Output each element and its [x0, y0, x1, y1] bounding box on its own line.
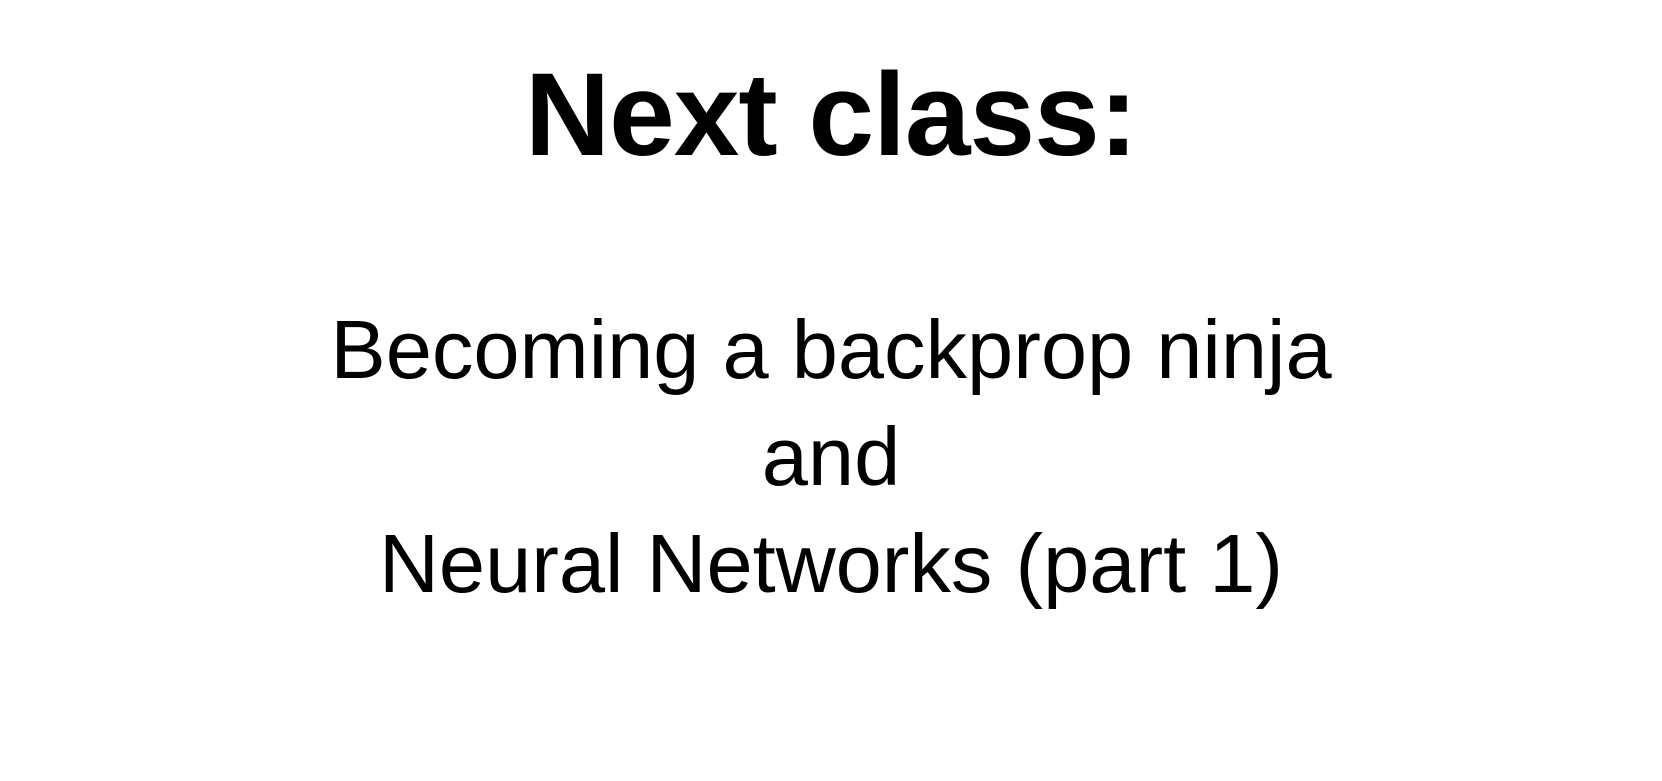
- slide-body: [0, 296, 1662, 617]
- slide-title: Next class:: [524, 49, 1138, 181]
- body-line-subtopic: Neural Networks (part 1): [378, 517, 1284, 610]
- body-line-topic: Becoming a backprop ninja: [330, 303, 1332, 396]
- body-line-conjunction: and: [761, 410, 901, 503]
